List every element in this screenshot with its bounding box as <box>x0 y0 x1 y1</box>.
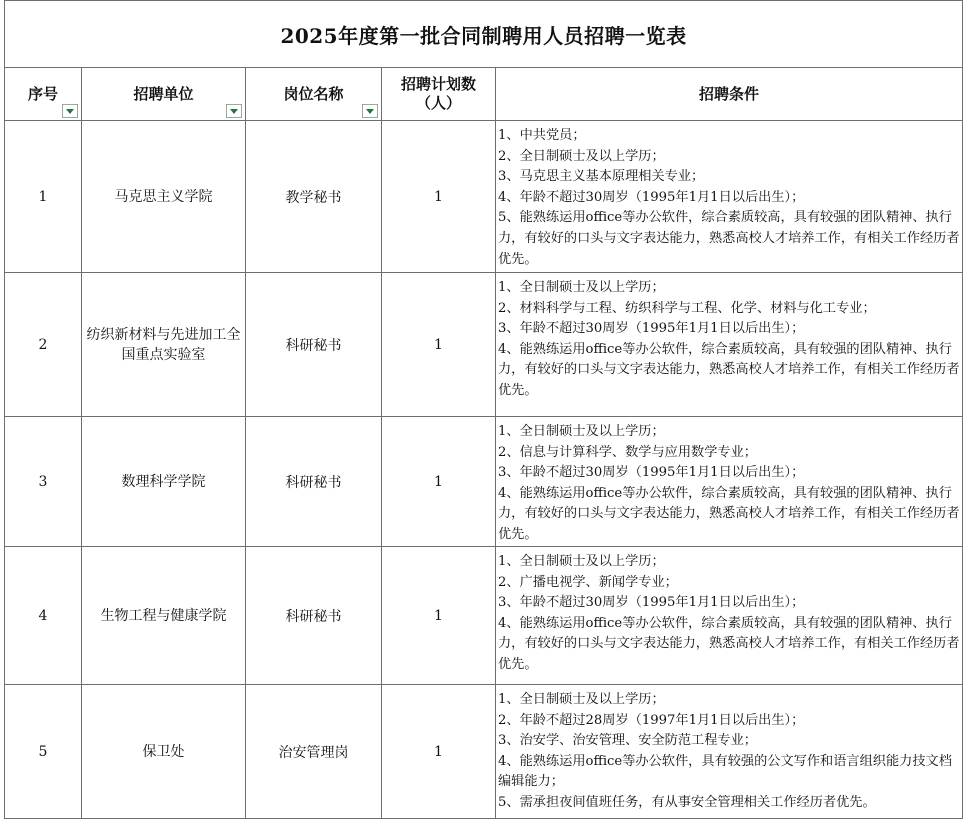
cell-position[interactable]: 教学秘书 <box>246 121 382 273</box>
spreadsheet-sheet <box>4 0 964 820</box>
requirement-line: 4、能熟练运用office等办公软件，综合素质较高，具有较强的团队精神、执行力，有较好的口头与文字表达能力，熟悉高校人才培养工作，有相关工作经历者优先。 <box>498 485 960 542</box>
recruitment-table <box>4 0 963 819</box>
requirement-line: 1、全日制硕士及以上学历； <box>498 692 665 707</box>
cell-requirements[interactable] <box>496 417 963 547</box>
header-plan <box>382 68 496 121</box>
header-requirements <box>496 68 963 121</box>
table-title: 2025年度第一批合同制聘用人员招聘一览表 <box>5 1 963 68</box>
cell-count[interactable]: 1 <box>382 121 496 273</box>
table-row <box>5 547 963 685</box>
requirement-line: 2、年龄不超过28周岁（1997年1月1日以后出生）； <box>498 712 805 728</box>
header-plan-label-line1: 招聘计划数 <box>400 75 476 93</box>
requirement-line: 4、能熟练运用office等办公软件，具有较强的公文写作和语言组织能力技文档编辑能力； <box>498 753 952 790</box>
table-row <box>5 121 963 273</box>
header-row <box>5 68 963 121</box>
cell-no[interactable]: 3 <box>5 417 82 547</box>
requirement-line: 2、材料科学与工程、纺织科学与工程、化学、材料与化工专业； <box>498 300 876 316</box>
cell-requirements[interactable] <box>496 273 963 417</box>
requirement-line: 3、年龄不超过30周岁（1995年1月1日以后出生）； <box>498 465 805 481</box>
cell-requirements[interactable] <box>496 121 963 273</box>
table-row <box>5 273 963 417</box>
filter-dropdown-icon[interactable] <box>62 104 78 118</box>
requirement-line: 1、全日制硕士及以上学历； <box>498 280 665 295</box>
requirement-line: 1、全日制硕士及以上学历； <box>498 554 665 569</box>
requirement-line: 3、年龄不超过30周岁（1995年1月1日以后出生）； <box>498 321 805 337</box>
requirement-line: 2、信息与计算科学、数学与应用数学专业； <box>498 444 757 460</box>
cell-count[interactable]: 1 <box>382 417 496 547</box>
requirement-line: 4、能熟练运用office等办公软件，综合素质较高，具有较强的团队精神、执行力，有较好的口头与文字表达能力，熟悉高校人才培养工作，有相关工作经历者优先。 <box>498 341 960 398</box>
requirement-line: 3、年龄不超过30周岁（1995年1月1日以后出生）； <box>498 595 805 611</box>
cell-no[interactable]: 1 <box>5 121 82 273</box>
header-unit-label: 招聘单位 <box>133 84 194 103</box>
requirement-line: 2、广播电视学、新闻学专业； <box>498 574 678 590</box>
requirement-line: 2、全日制硕士及以上学历； <box>498 148 665 164</box>
filter-dropdown-icon[interactable] <box>226 104 242 118</box>
table-row <box>5 685 963 819</box>
cell-position[interactable]: 科研秘书 <box>246 273 382 417</box>
title-row <box>5 1 963 68</box>
cell-no[interactable]: 2 <box>5 273 82 417</box>
requirement-line: 5、能熟练运用office等办公软件，综合素质较高，具有较强的团队精神、执行力，有较好的口头与文字表达能力，熟悉高校人才培养工作，有相关工作经历者优先。 <box>498 210 960 267</box>
cell-count[interactable]: 1 <box>382 547 496 685</box>
requirement-line: 4、能熟练运用office等办公软件，综合素质较高，具有较强的团队精神、执行力，有较好的口头与文字表达能力，熟悉高校人才培养工作，有相关工作经历者优先。 <box>498 615 960 672</box>
header-position <box>246 68 382 121</box>
cell-count[interactable]: 1 <box>382 685 496 819</box>
cell-count[interactable]: 1 <box>382 273 496 417</box>
table-row <box>5 417 963 547</box>
header-position-label: 岗位名称 <box>283 84 344 103</box>
cell-requirements[interactable] <box>496 685 963 819</box>
filter-dropdown-icon[interactable] <box>362 104 378 118</box>
cell-unit[interactable]: 数理科学学院 <box>82 417 246 547</box>
requirement-line: 3、治安学、治安管理、安全防范工程专业； <box>498 733 757 749</box>
cell-unit[interactable]: 生物工程与健康学院 <box>82 547 246 685</box>
cell-requirements[interactable] <box>496 547 963 685</box>
cell-no[interactable]: 4 <box>5 547 82 685</box>
cell-unit[interactable]: 马克思主义学院 <box>82 121 246 273</box>
header-no <box>5 68 82 121</box>
cell-unit[interactable]: 纺织新材料与先进加工全国重点实验室 <box>82 273 246 417</box>
cell-unit[interactable]: 保卫处 <box>82 685 246 819</box>
cell-position[interactable]: 科研秘书 <box>246 417 382 547</box>
requirement-line: 3、马克思主义基本原理相关专业； <box>498 169 705 185</box>
requirement-line: 1、全日制硕士及以上学历； <box>498 424 665 439</box>
requirement-line: 4、年龄不超过30周岁（1995年1月1日以后出生）； <box>498 189 805 205</box>
header-plan-label-line2: （人） <box>415 94 461 112</box>
header-unit <box>82 68 246 121</box>
header-requirements-label: 招聘条件 <box>699 84 760 103</box>
header-no-label: 序号 <box>27 84 58 103</box>
requirement-line: 5、需承担夜间值班任务，有从事安全管理相关工作经历者优先。 <box>498 794 876 810</box>
cell-position[interactable]: 治安管理岗 <box>246 685 382 819</box>
cell-no[interactable]: 5 <box>5 685 82 819</box>
cell-position[interactable]: 科研秘书 <box>246 547 382 685</box>
requirement-line: 1、中共党员； <box>498 128 586 143</box>
